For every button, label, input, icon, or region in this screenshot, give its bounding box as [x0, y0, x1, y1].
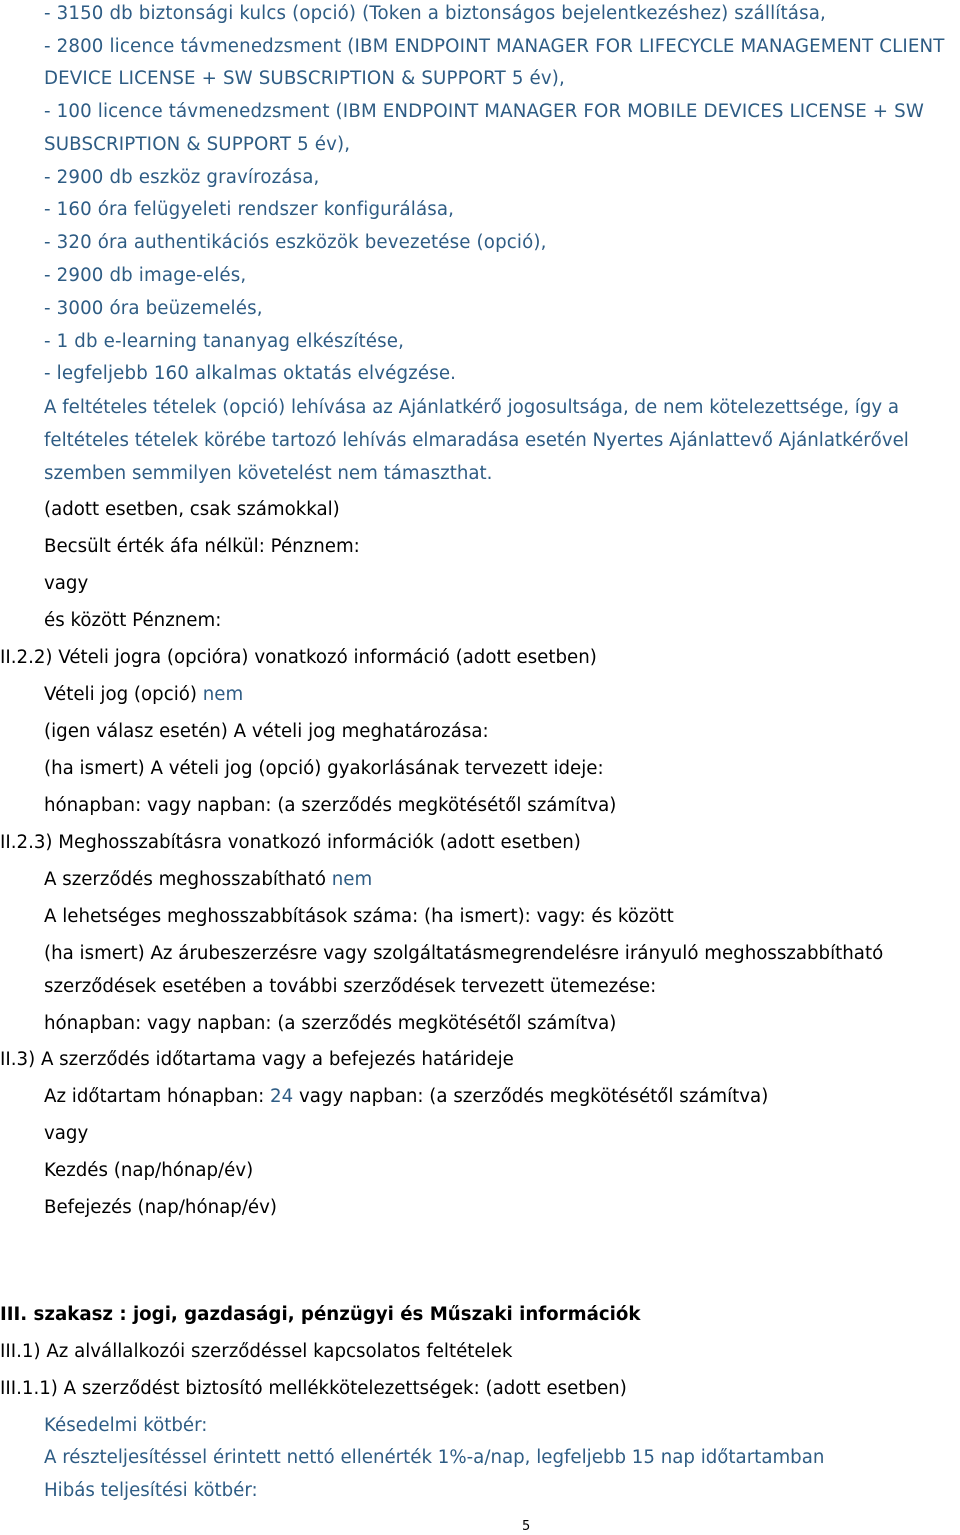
section-heading-iii-1-1: III.1.1) A szerződést biztosító mellékkötelezettségek: (adott esetben): [0, 1378, 627, 1399]
list-item: - 320 óra authentikációs eszközök bevezetése (opció),: [44, 232, 547, 253]
page-number: 5: [522, 1519, 531, 1534]
option-right-label: Vételi jog (opció): [44, 684, 203, 705]
extension-label: A szerződés meghosszabítható: [44, 869, 332, 890]
duration-label: Az időtartam hónapban:: [44, 1086, 271, 1107]
list-item: - 3000 óra beüzemelés,: [44, 298, 263, 319]
option-right-schedule: (ha ismert) A vételi jog (opció) gyakorlásának tervezett ideje:: [44, 758, 604, 779]
end-date: Befejezés (nap/hónap/év): [44, 1197, 277, 1218]
estimated-value-label: Becsült érték áfa nélkül: Pénznem:: [44, 536, 360, 557]
option-right-period: hónapban: vagy napban: (a szerződés megkötésétől számítva): [44, 795, 617, 816]
duration-or: vagy: [44, 1123, 89, 1144]
option-right-definition: (igen válasz esetén) A vételi jog meghatározása:: [44, 721, 489, 742]
section-heading-iii-1: III.1) Az alvállalkozói szerződéssel kapcsolatos feltételek: [0, 1341, 513, 1362]
section-heading-ii-2-2: II.2.2) Vételi jogra (opcióra) vonatkozó információ (adott esetben): [0, 647, 597, 668]
section-heading-ii-3: II.3) A szerződés időtartama vagy a befejezés határideje: [0, 1049, 514, 1070]
defect-penalty-label: Hibás teljesítési kötbér:: [44, 1480, 258, 1501]
list-item: - 160 óra felügyeleti rendszer konfigurálása,: [44, 199, 455, 220]
late-penalty-label: Késedelmi kötbér:: [44, 1415, 208, 1436]
list-item: - 100 licence távmenedzsment (IBM ENDPOINT MANAGER FOR MOBILE DEVICES LICENSE + SW: [44, 101, 924, 122]
start-date: Kezdés (nap/hónap/év): [44, 1160, 254, 1181]
list-item: - legfeljebb 160 alkalmas oktatás elvégzése.: [44, 363, 457, 384]
late-penalty-text: A részteljesítéssel érintett nettó ellenérték 1%-a/nap, legfeljebb 15 nap időtartamban: [44, 1447, 825, 1468]
value-note: (adott esetben, csak számokkal): [44, 499, 340, 520]
extension-value: nem: [331, 869, 373, 890]
duration-value: 24: [270, 1086, 294, 1107]
option-paragraph: A feltételes tételek (opció) lehívása az Ajánlatkérő jogosultsága, de nem kötelezettsége, így a feltételes tételek körébe tartozó lehívás elmaradása esetén Nyertes Ajánlattevő Ajánlatkérővel szemben semmilyen követelést nem támaszthat.: [44, 397, 909, 484]
extension-schedule-line2: szerződések esetében a további szerződések tervezett ütemezése:: [44, 976, 657, 997]
list-item: - 2900 db eszköz gravírozása,: [44, 167, 320, 188]
list-item: - 2800 licence távmenedzsment (IBM ENDPOINT MANAGER FOR LIFECYCLE MANAGEMENT CLIENT: [44, 36, 945, 57]
section-heading-ii-2-3: II.2.3) Meghosszabításra vonatkozó információk (adott esetben): [0, 832, 581, 853]
list-item: SUBSCRIPTION & SUPPORT 5 év),: [44, 134, 351, 155]
extension-period: hónapban: vagy napban: (a szerződés megkötésétől számítva): [44, 1013, 617, 1034]
duration-line: [44, 1086, 768, 1107]
extension-count: A lehetséges meghosszabbítások száma: (ha ismert): vagy: és között: [44, 906, 674, 927]
option-right-value: nem: [202, 684, 244, 705]
list-item: - 3150 db biztonsági kulcs (opció) (Token a biztonságos bejelentkezéshez) szállítása,: [44, 3, 826, 24]
section-heading-iii: III. szakasz : jogi, gazdasági, pénzügyi és Műszaki információk: [0, 1304, 641, 1325]
duration-rest: vagy napban: (a szerződés megkötésétől számítva): [293, 1086, 769, 1107]
value-range: és között Pénznem:: [44, 610, 222, 631]
option-right-line: [44, 684, 243, 705]
extension-line: [44, 869, 372, 890]
extension-schedule-line1: (ha ismert) Az árubeszerzésre vagy szolgáltatásmegrendelésre irányuló meghosszabbítható: [44, 943, 884, 964]
list-item: - 1 db e-learning tananyag elkészítése,: [44, 331, 405, 352]
list-item: - 2900 db image-elés,: [44, 265, 247, 286]
value-or: vagy: [44, 573, 89, 594]
list-item: DEVICE LICENSE + SW SUBSCRIPTION & SUPPORT 5 év),: [44, 68, 565, 89]
